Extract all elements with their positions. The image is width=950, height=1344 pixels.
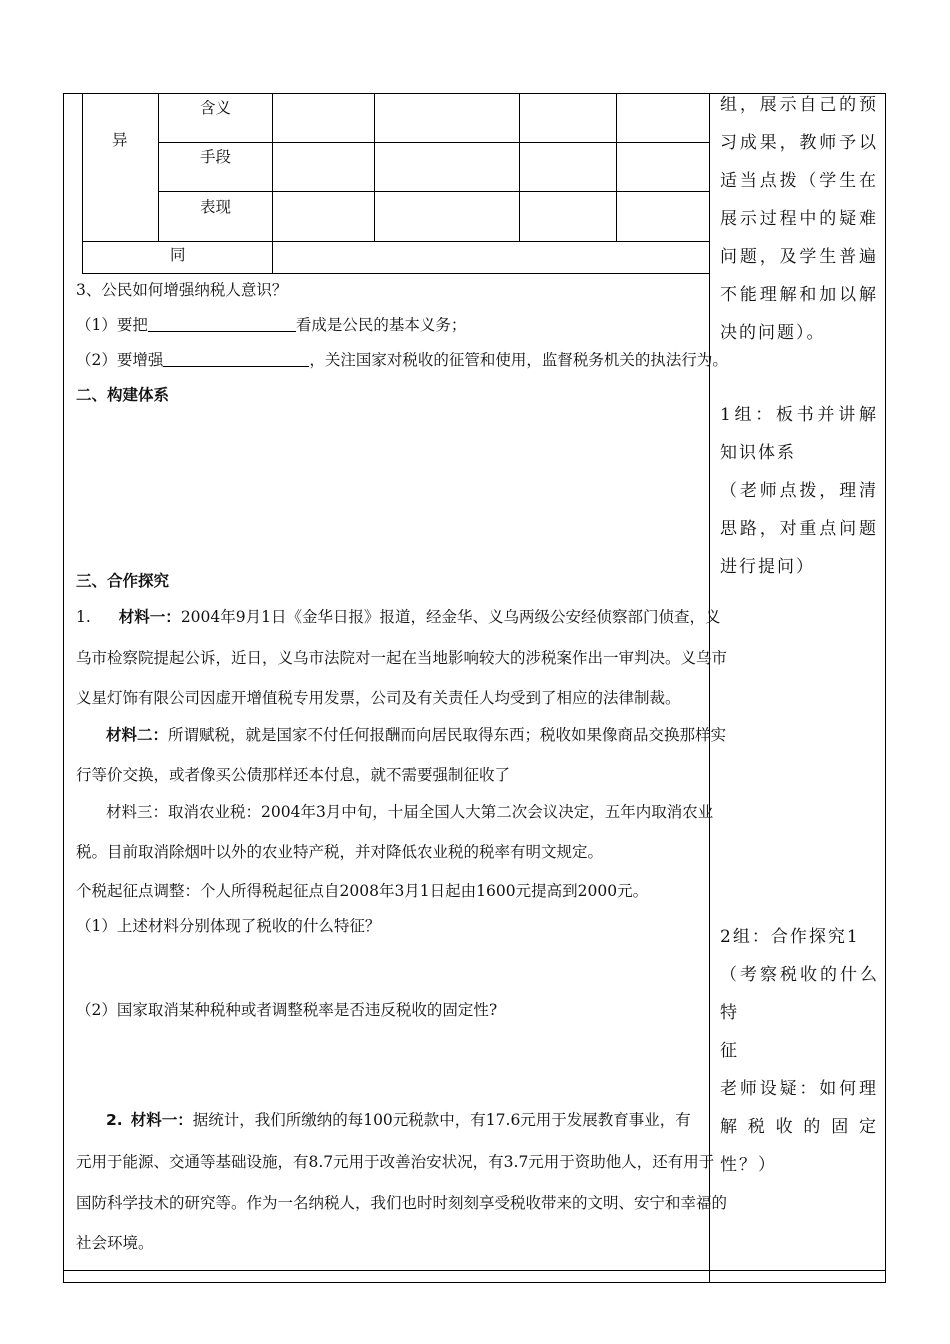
- grid-line: [82, 273, 709, 274]
- q3-title: 3、公民如何增强纳税人意识？: [76, 281, 288, 299]
- material-1-text: 2004年9月1日《金华日报》报道，经金华、义乌两级公安经侦察部门侦查，义: [180, 608, 721, 626]
- side-note-1-line: 组，展示自己的预: [720, 95, 878, 115]
- side-note-3-line: 2组：合作探究1: [720, 927, 860, 947]
- side-note-1-line: 不能理解和加以解: [720, 285, 878, 305]
- material-1-line-2: 乌市检察院提起公诉，近日，义乌市法院对一起在当地影响较大的涉税案作出一审判决。义乌市: [76, 649, 728, 667]
- material-4-text: 据统计，我们所缴纳的每100元税款中，有17.6元用于发展教育事业，有: [192, 1111, 691, 1129]
- side-note-3-line: 征: [720, 1041, 739, 1061]
- material-3-line-2: 税。目前取消除烟叶以外的农业特产税，并对降低农业税的税率有明文规定。: [76, 843, 604, 861]
- section-heading-2: 二、构建体系: [76, 386, 170, 404]
- side-note-3-line: （考察税收的什么特: [720, 965, 878, 1023]
- material-2-label: 材料二：: [106, 726, 169, 744]
- side-note-3-line: 性？）: [720, 1155, 777, 1175]
- side-note-2-line: 1组：板书并讲解: [720, 405, 878, 425]
- material-1-label: 材料一：: [118, 608, 181, 626]
- grid-line: [616, 93, 617, 241]
- grid-line: [158, 142, 709, 143]
- row-label-means: 手段: [200, 148, 232, 166]
- q3-item-1: [76, 315, 466, 335]
- side-note-3-line: 解税收的固定: [720, 1117, 878, 1137]
- q3-blank-2[interactable]: [163, 350, 309, 367]
- material-3-line-1: 材料三：取消农业税：2004年3月中旬，十届全国人大第二次会议决定，五年内取消农业: [106, 803, 714, 821]
- q3-item-2-pre: （2）要增强: [76, 351, 164, 369]
- side-note-1-line: 决的问题）。: [720, 323, 826, 343]
- section-heading-3: 三、合作探究: [76, 572, 170, 590]
- side-note-1-line: 习成果，教师予以: [720, 133, 878, 153]
- material-1-line-1: [76, 607, 720, 627]
- bottom-line: [63, 1270, 886, 1271]
- grid-line: [374, 93, 375, 241]
- diff-label: 异: [112, 131, 128, 149]
- side-note-2: [720, 396, 878, 586]
- material-1-line-3: 义星灯饰有限公司因虚开增值税专用发票，公司及有关责任人均受到了相应的法律制裁。: [76, 689, 681, 707]
- side-note-1-line: 适当点拨（学生在: [720, 171, 878, 191]
- material-4-line-1: [106, 1110, 691, 1130]
- side-note-1-line: 展示过程中的疑难: [720, 209, 878, 229]
- row-label-meaning: 含义: [200, 99, 232, 117]
- material-2-text: 所谓赋税，就是国家不付任何报酬而向居民取得东西；税收如果像商品交换那样实: [168, 726, 727, 744]
- q3-item-2-post: ，关注国家对税收的征管和使用，监督税务机关的执法行为。: [309, 351, 728, 369]
- material-4-line-2: 元用于能源、交通等基础设施，有8.7元用于改善治安状况，有3.7元用于资助他人，还有用于: [76, 1153, 715, 1171]
- material-4-num: 2.: [106, 1111, 123, 1129]
- side-note-3-line: 老师设疑：如何理: [720, 1079, 878, 1099]
- grid-line: [158, 93, 159, 241]
- side-note-2-line: 思路，对重点问题: [720, 519, 878, 539]
- material-2-line-2: 行等价交换，或者像买公债那样还本付息，就不需要强制征收了: [76, 766, 511, 784]
- material-4-label: 材料一：: [130, 1111, 193, 1129]
- side-note-1-line: 问题，及学生普遍: [720, 247, 878, 267]
- side-note-2-line: 进行提问）: [720, 557, 815, 577]
- side-note-1: [720, 86, 878, 352]
- material-1-num: 1.: [76, 608, 91, 626]
- grid-line: [158, 191, 709, 192]
- q3-blank-1[interactable]: [148, 315, 296, 332]
- material-4-line-3: 国防科学技术的研究等。作为一名纳税人，我们也时时刻刻享受税收带来的文明、安宁和幸福的: [76, 1194, 728, 1212]
- grid-line: [272, 93, 273, 274]
- q3-item-2: [76, 350, 728, 370]
- q3-item-1-pre: （1）要把: [76, 316, 148, 334]
- same-label: 同: [170, 246, 186, 264]
- material-4-line-4: 社会环境。: [76, 1234, 154, 1252]
- side-note-2-line: 知识体系: [720, 443, 796, 463]
- grid-line: [519, 93, 520, 241]
- question-2: （2）国家取消某种税种或者调整税率是否违反税收的固定性?: [76, 1001, 498, 1019]
- material-3-line-3: 个税起征点调整：个人所得税起征点自2008年3月1日起由1600元提高到2000元。: [76, 882, 649, 900]
- side-note-2-line: （老师点拨，理清: [720, 481, 878, 501]
- grid-line: [82, 93, 83, 274]
- grid-line: [82, 241, 709, 242]
- material-2-line-1: [106, 725, 726, 745]
- side-note-3: [720, 918, 878, 1184]
- row-label-performance: 表现: [200, 198, 232, 216]
- question-1: （1）上述材料分别体现了税收的什么特征？: [76, 917, 381, 935]
- column-divider: [709, 93, 710, 1283]
- q3-item-1-post: 看成是公民的基本义务；: [295, 316, 467, 334]
